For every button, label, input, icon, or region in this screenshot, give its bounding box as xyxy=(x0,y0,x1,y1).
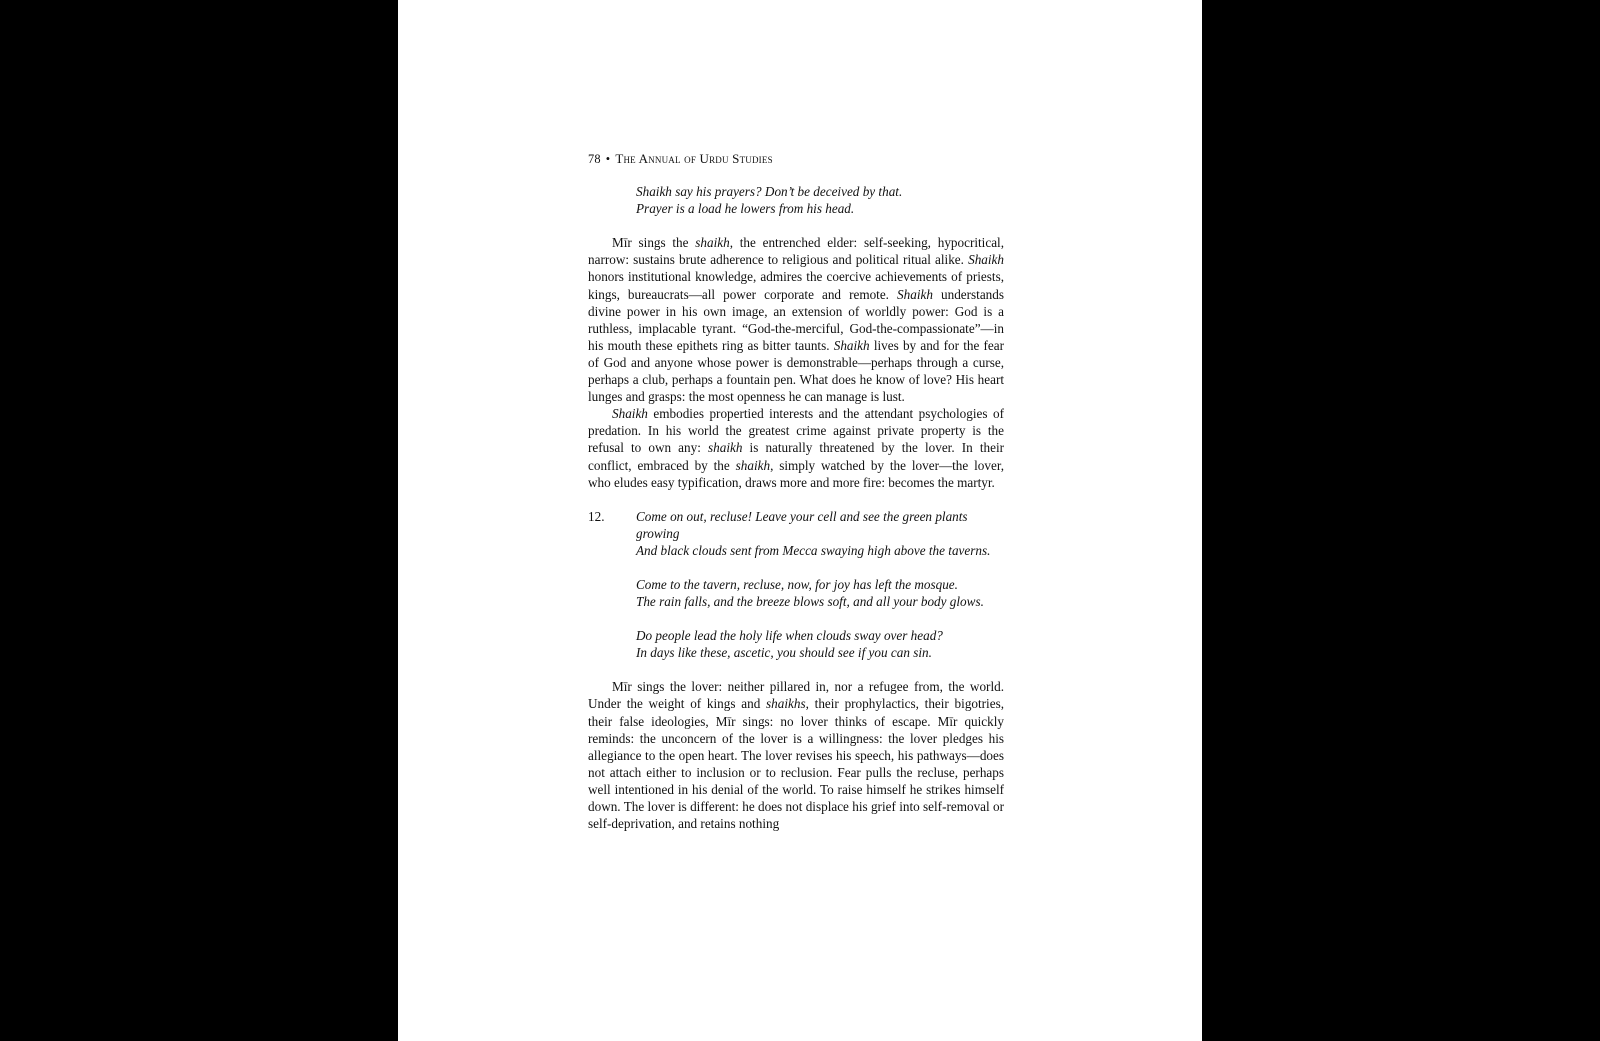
paragraph-predation xyxy=(588,405,1004,490)
paragraph-lover xyxy=(588,678,1004,832)
verse-line: Prayer is a load he lowers from his head. xyxy=(636,201,855,217)
verse-line: Shaikh say his prayers? Don’t be deceived by that. xyxy=(636,184,903,200)
text-run: , the entrenched elder: self-seeking, hypocritical, narrow: sustains brute adherence to religious and political ritual alike. xyxy=(588,235,1005,268)
document-page xyxy=(398,0,1202,1041)
italic-term: Shaikh xyxy=(612,406,648,422)
italic-term: shaikhs xyxy=(766,696,806,712)
paragraph-shaikh xyxy=(588,234,1004,405)
italic-term: shaikh xyxy=(695,235,730,251)
poem-12 xyxy=(588,508,1004,662)
page-number: 78 xyxy=(588,152,601,166)
text-run: Mīr sings the lover: neither pillared in, nor a refugee from, the world. Under the weight of kings and xyxy=(588,679,1004,712)
verse-line: The rain falls, and the breeze blows soft, and all your body glows. xyxy=(636,594,984,610)
poem-number: 12. xyxy=(588,508,605,524)
verse-line: Come to the tavern, recluse, now, for joy has left the mosque. xyxy=(636,576,958,592)
verse-line: growing xyxy=(636,525,680,541)
verse-line: And black clouds sent from Mecca swaying high above the taverns. xyxy=(636,542,991,558)
running-head xyxy=(588,150,1004,168)
italic-term: shaikh xyxy=(735,457,771,473)
text-run: is naturally threatened by the lover. In their conflict, embraced by the xyxy=(588,440,1004,473)
italic-term: shaikh xyxy=(708,440,743,456)
text-run: , simply watched by the lover—the lover, who eludes easy typification, draws more and more fire: becomes the martyr. xyxy=(588,457,1004,490)
verse-line: Come on out, recluse! Leave your cell and see the green plants xyxy=(636,508,968,524)
stanza xyxy=(636,508,1004,559)
text-run: Mīr sings the xyxy=(612,235,696,251)
verse-line: Do people lead the holy life when clouds sway over head? xyxy=(636,628,943,644)
text-run: embodies propertied interests and the attendant psychologies of predation. In his world the greatest crime against private property is the refusal to own any: xyxy=(588,406,1004,456)
page-content xyxy=(588,150,1004,832)
text-run: , their prophylactics, their bigotries, their false ideologies, Mīr sings: no lover thinks of escape. Mīr quickly reminds: the unconcern of the lover is a willingness: the lover pledges his allegiance to the open heart. The lover revises his speech, his pathways—does not attach either to inclusion or to reclusion. Fear pulls the recluse, perhaps well intentioned in his denial of the world. To raise himself he strikes himself down. The lover is different: he does not displace his grief into self-removal or self-deprivation, and retains nothing xyxy=(588,696,1005,832)
stanza xyxy=(636,576,1004,610)
verse-line: In days like these, ascetic, you should see if you can sin. xyxy=(636,645,932,661)
italic-term: Shaikh xyxy=(968,252,1004,268)
italic-term: Shaikh xyxy=(833,337,870,353)
stanza xyxy=(636,627,1004,661)
verse-quote-top xyxy=(636,183,1004,217)
italic-term: Shaikh xyxy=(897,286,933,302)
running-title: The Annual of Urdu Studies xyxy=(615,151,773,166)
text-run: lives by and for the fear of God and anyone whose power is demonstrable—perhaps through a curse, perhaps a club, perhaps a fountain pen. What does he know of love? His heart lunges and grasps: the most openness he can manage is lust. xyxy=(588,337,1004,405)
text-run: understands divine power in his own image, an extension of worldly power: God is a ruthless, implacable tyrant. “God-the-merciful, God-the-compassionate”—in his mouth these epithets ring as bitter taunts. xyxy=(588,286,1005,353)
spacer xyxy=(588,491,1004,508)
text-run: honors institutional knowledge, admires the coercive achievements of priests, kings, bureaucrats—all power corporate and remote. xyxy=(588,269,1004,302)
bullet-separator: • xyxy=(605,152,611,166)
